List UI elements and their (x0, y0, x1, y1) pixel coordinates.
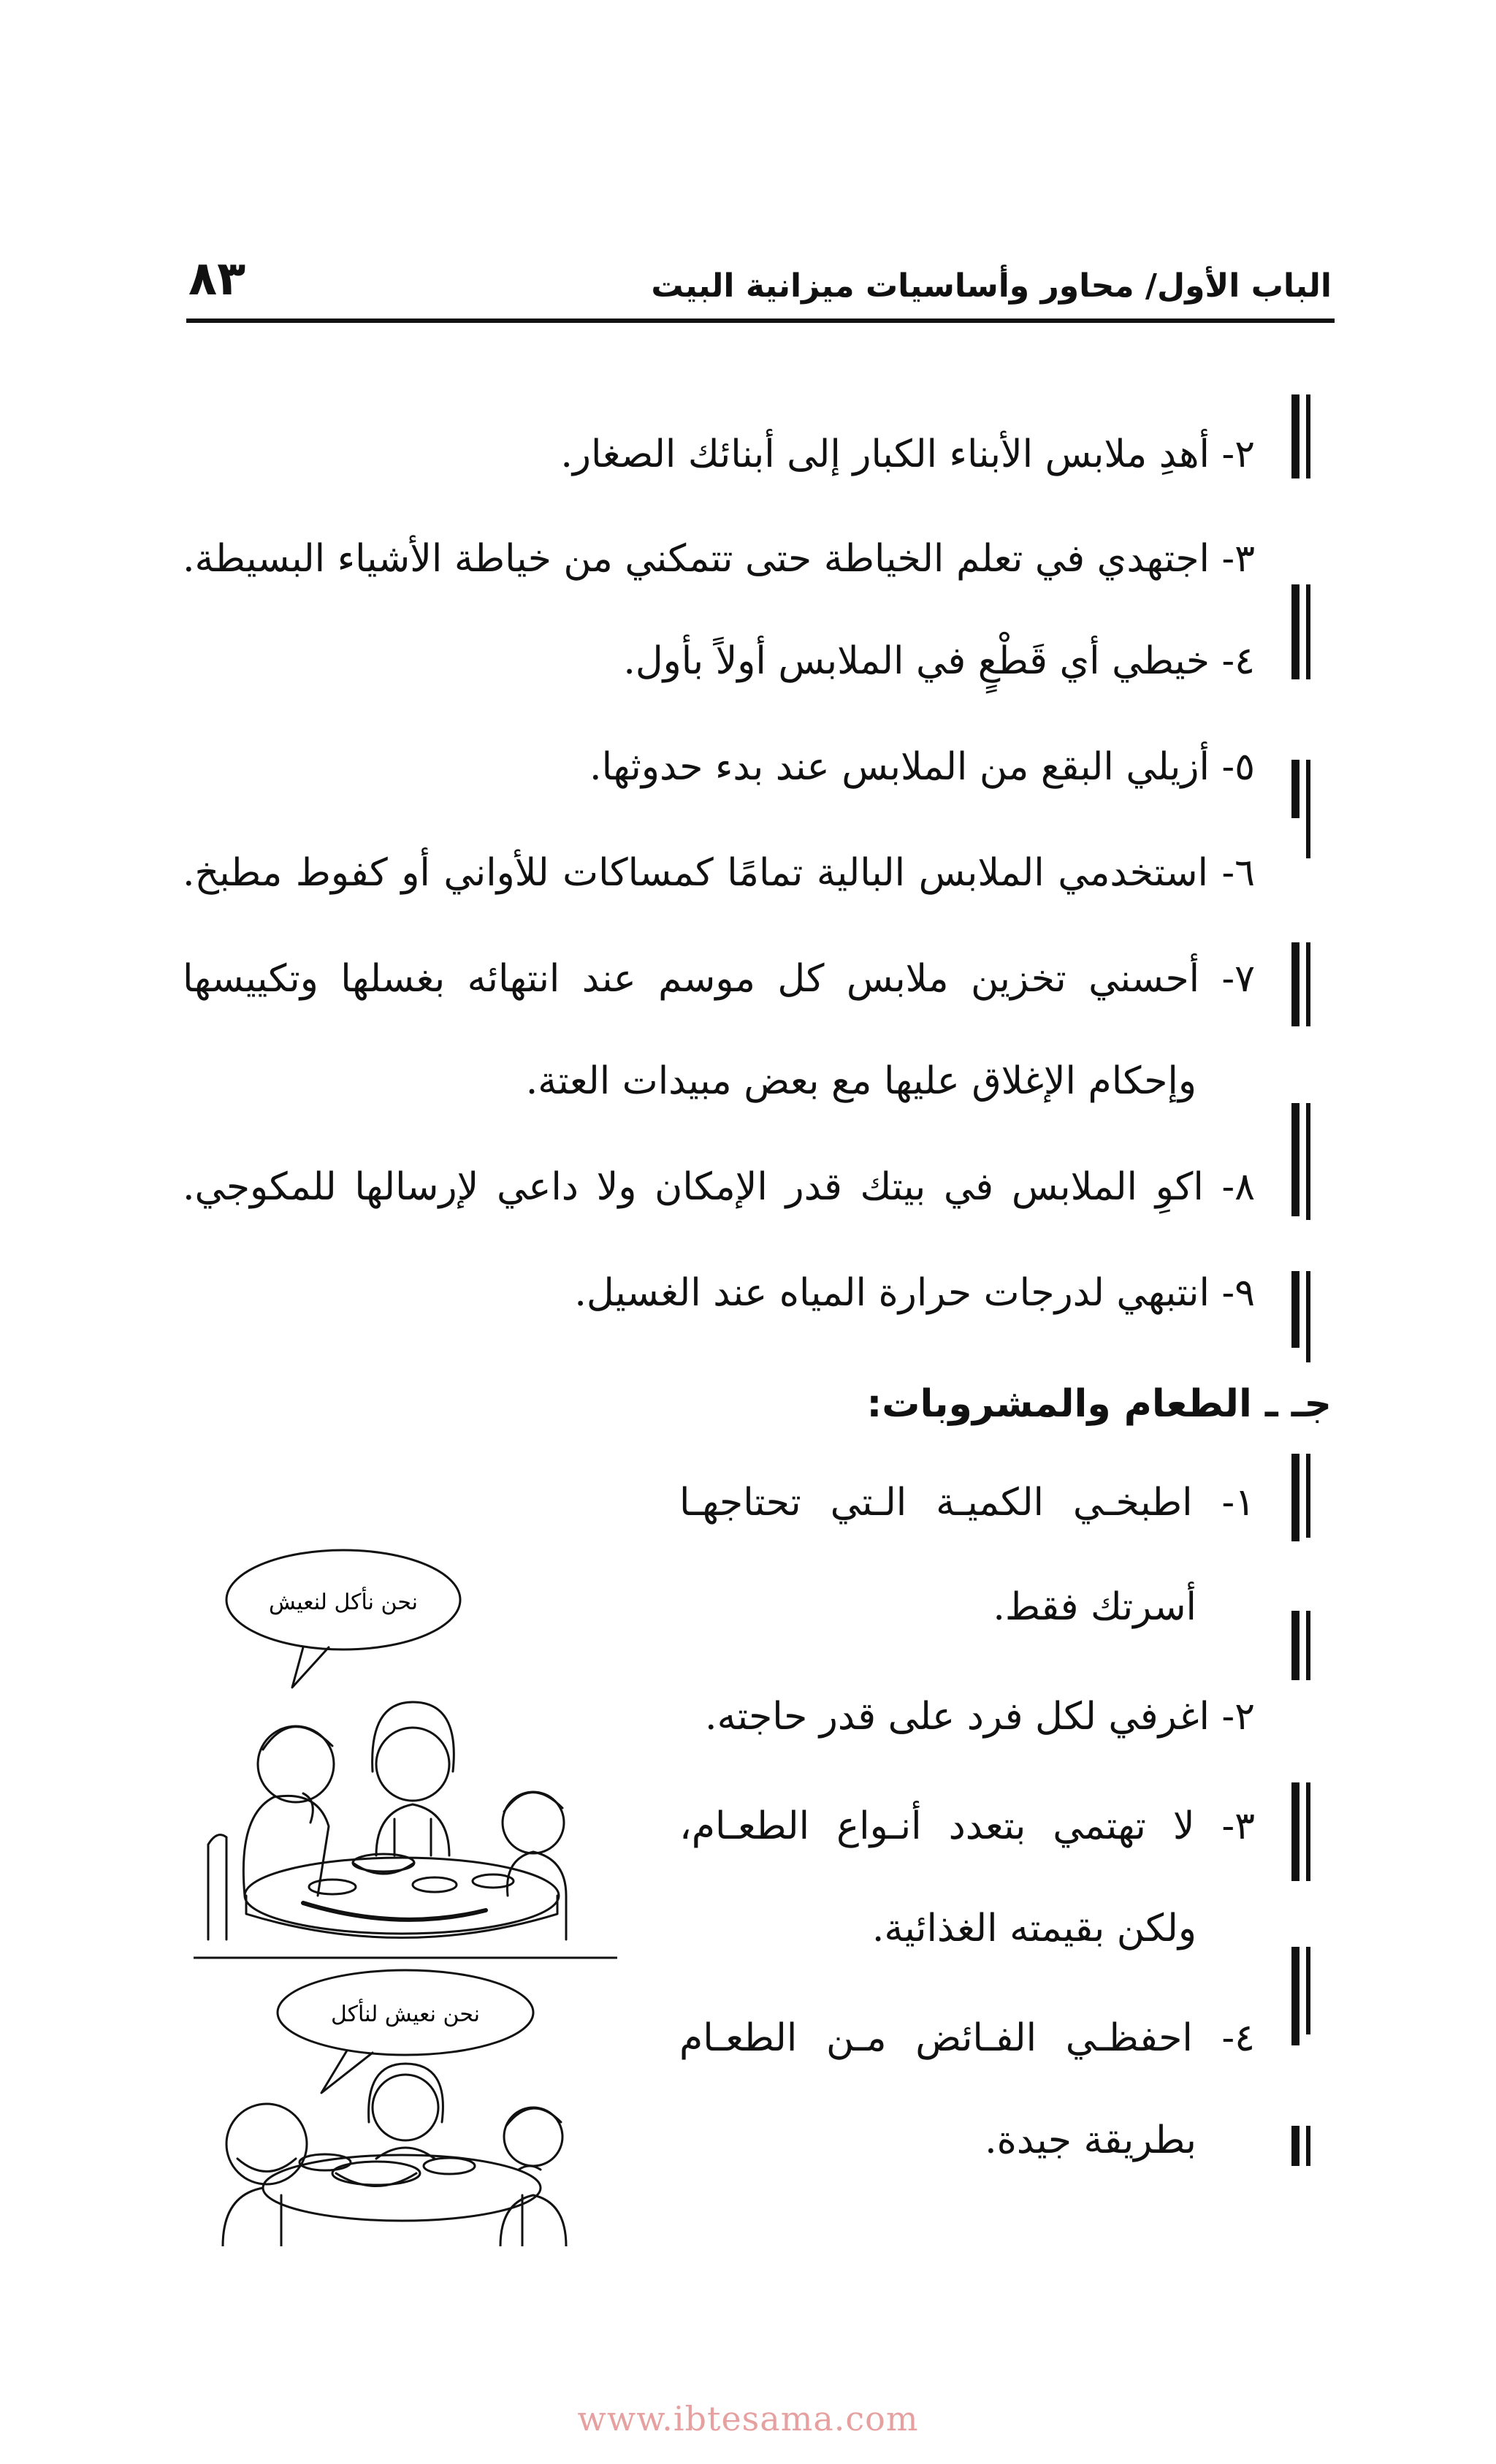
section-heading: جـ ـ الطعام والمشروبات: (866, 1382, 1332, 1426)
margin-bar (1291, 1103, 1300, 1216)
margin-bar (1306, 2126, 1310, 2166)
margin-bar (1291, 1611, 1300, 1680)
list-item: ٣- اجتهدي في تعلم الخياطة حتى تتمكني من خياطة الأشياء البسيطة. (183, 537, 1255, 581)
watermark-url: www.ibtesama.com (577, 2399, 919, 2438)
list-item-continuation: ولكن بقيمته الغذائية. (871, 1907, 1197, 1950)
list-item: ٦- استخدمي الملابس البالية تمامًا كمساكات للأواني أو كفوط مطبخ. (183, 851, 1256, 895)
page-number: ٨٣ (188, 252, 246, 306)
margin-bar (1291, 1947, 1300, 2045)
speech-bubble-bottom: نحن نعيش لنأكل (330, 2002, 481, 2027)
list-item: ٢- اغرفي لكل فرد على قدر حاجته. (705, 1695, 1255, 1739)
margin-bar (1306, 760, 1310, 858)
family-dining-cartoon (194, 1530, 617, 2246)
list-item: ١- اطبخـي الكميـة الـتي تحتاجهـا (679, 1481, 1255, 1525)
list-item: ٩- انتبهي لدرجات حرارة المياه عند الغسيل. (574, 1271, 1255, 1315)
list-item: ٨- اكوِ الملابس في بيتك قدر الإمكان ولا داعي لإرسالها للمكوجي. (183, 1165, 1255, 1209)
list-item: ٤- خيطي أي قَطْعٍ في الملابس أولاً بأول. (623, 639, 1255, 683)
margin-bar (1291, 760, 1300, 818)
margin-bar (1306, 1947, 1310, 2034)
margin-bar (1306, 942, 1310, 1026)
margin-bar (1306, 1271, 1310, 1362)
margin-bar (1291, 1454, 1300, 1541)
margin-bar (1306, 394, 1310, 478)
margin-bar (1306, 584, 1310, 679)
chapter-title: الباب الأول/ محاور وأساسيات ميزانية البيت (651, 267, 1332, 305)
margin-bar (1291, 942, 1300, 1026)
list-item-continuation: بطريقة جيدة. (985, 2118, 1197, 2162)
list-item: ٢- أهدِ ملابس الأبناء الكبار إلى أبنائك الصغار. (560, 432, 1255, 476)
list-item-continuation: وإحكام الإغلاق عليها مع بعض مبيدات العتة. (525, 1059, 1197, 1103)
header-rule (186, 319, 1335, 323)
margin-bar (1291, 584, 1300, 679)
margin-bar (1291, 1782, 1300, 1881)
margin-bar (1306, 1454, 1310, 1538)
list-item: ٥- أزيلي البقع من الملابس عند بدء حدوثها. (589, 745, 1255, 789)
margin-bar (1291, 1271, 1300, 1348)
margin-bar (1291, 2126, 1300, 2166)
margin-bar (1306, 1103, 1310, 1220)
list-item: ٧- أحسني تخزين ملابس كل موسم عند انتهائه بغسلها وتكييسها (183, 957, 1255, 1001)
list-item: ٤- احفظـي الفـائض مـن الطعـام (679, 2016, 1255, 2060)
margin-bar (1306, 1611, 1310, 1680)
list-item: ٣- لا تهتمي بتعدد أنـواع الطعـام، (679, 1804, 1255, 1848)
list-item-continuation: أسرتك فقط. (993, 1585, 1197, 1629)
margin-bar (1291, 394, 1300, 478)
speech-bubble-top: نحن نأكل لنعيش (268, 1590, 419, 1615)
margin-bar (1306, 1782, 1310, 1881)
